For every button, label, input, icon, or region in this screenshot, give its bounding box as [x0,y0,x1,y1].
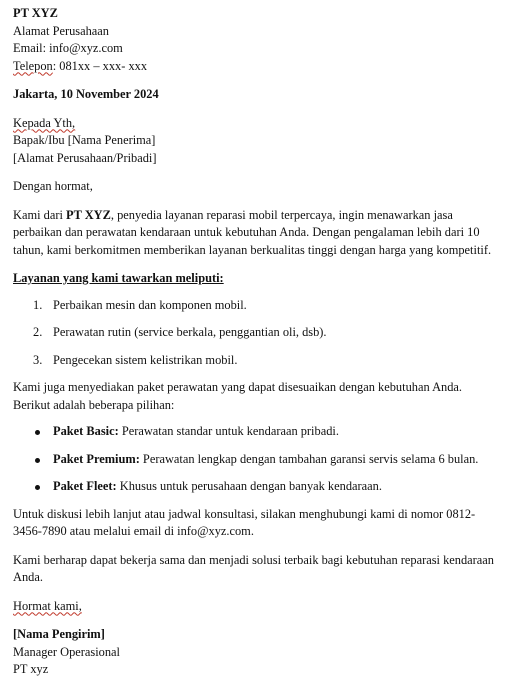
list-item: Paket Fleet: Khusus untuk perusahaan dengan banyak kendaraan. [13,478,494,496]
intro-paragraph [13,207,494,260]
phone-value: : 081xx – xxx- xxx [52,58,148,73]
signature-name: [Nama Pengirim] [13,627,105,641]
intro-text-rest: , penyedia layanan reparasi mobil terpercaya, ingin menawarkan jasa perbaikan dan perawatan kendaraan untuk kebutuhan Anda. Dengan pengalaman lebih dari 10 tahun, kami berkomitmen memberikan layanan berkualitas tinggi dengan harga yang kompetitif. [13,207,492,257]
list-item: Paket Basic: Perawatan standar untuk kendaraan pribadi. [13,423,494,441]
closing-paragraph: Kami berharap dapat bekerja sama dan menjadi solusi terbaik bagi kebutuhan reparasi kendaraan Anda. [13,552,494,584]
list-item: 2. Perawatan rutin (service berkala, penggantian oli, dsb). [33,325,327,339]
intro-company: PT XYZ [66,207,111,222]
sender-email: Email: info@xyz.com [13,41,123,55]
recipient-greeting: Kepada Yth, [13,115,76,130]
salutation: Dengan hormat, [13,179,93,193]
bullet-icon [35,485,40,490]
bullet-icon [35,458,40,463]
regards: Hormat kami, [13,598,82,613]
recipient-address: [Alamat Perusahaan/Pribadi] [13,150,157,165]
services-heading [13,270,494,288]
packages-intro: Kami juga menyediakan paket perawatan yang dapat disesuaikan dengan kebutuhan Anda. Berikut adalah beberapa pilihan: [13,380,463,412]
signature-company: PT xyz [13,662,49,676]
sender-company: PT XYZ [13,6,58,20]
services-heading-text: Layanan yang kami tawarkan meliputi: [13,271,224,285]
recipient-name: Bapak/Ibu [Nama Penerima] [13,133,156,147]
services-list [13,297,494,370]
signature-title: Manager Operasional [13,644,120,659]
packages-list [13,423,494,496]
list-item: 1. Perbaikan mesin dan komponen mobil. [33,297,247,312]
phone-label: Telepon [13,58,53,73]
list-item: 3. Pengecekan sistem kelistrikan mobil. [33,352,238,367]
intro-text-start: Kami dari [13,207,66,222]
contact-paragraph: Untuk diskusi lebih lanjut atau jadwal konsultasi, silakan menghubungi kami di nomor 0812-3456-7890 atau melalui email di info@xyz.com. [13,506,476,538]
bullet-icon [35,430,40,435]
sender-phone [13,58,494,76]
list-item: Paket Premium: Perawatan lengkap dengan tambahan garansi servis selama 6 bulan. [13,451,494,469]
sender-address: Alamat Perusahaan [13,23,109,38]
letter-date: Jakarta, 10 November 2024 [13,87,159,101]
